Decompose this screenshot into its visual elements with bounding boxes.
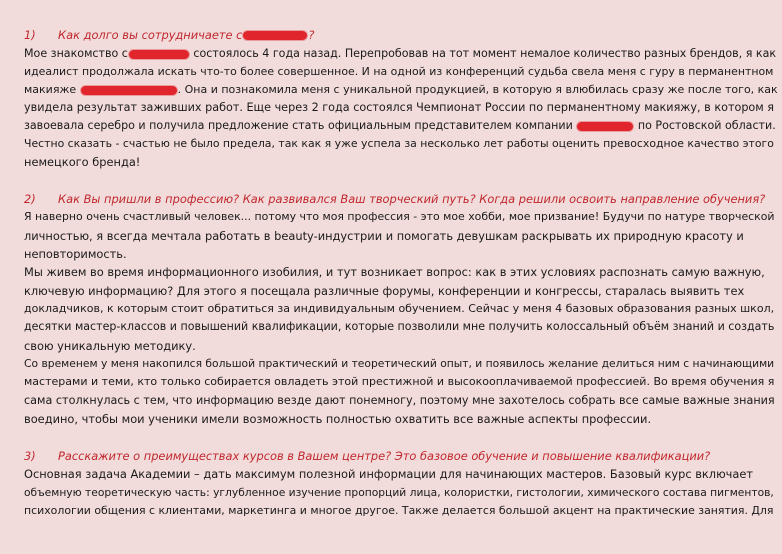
redaction-mark	[129, 50, 189, 59]
redaction-mark	[577, 122, 633, 131]
question-3	[24, 447, 710, 465]
answer-3-line: Основная задача Академии – дать максимум полезной информации для начинающих мастеров. Базовый курс включает	[24, 467, 754, 481]
question-1: 1) Как долго вы сотрудничаете с ?	[24, 28, 315, 42]
redaction-mark	[81, 86, 177, 95]
question-number: 2)	[24, 192, 36, 206]
question-2	[24, 190, 765, 208]
answer-2-line: Со временем у меня накопился большой практический и теоретический опыт, и появилось желание делиться ним с начинающими	[24, 357, 775, 370]
question-text: Как Вы пришли в профессию? Как развивался Ваш творческий путь? Когда решили освоить направление обучения?	[58, 192, 766, 206]
answer-1-line: идеалист продолжала искать что-то более совершенное. И на одной из конференций судьба свела меня с гуру в перманентном	[24, 65, 774, 78]
answer-2-line: Мы живем во время информационного изобилия, и тут возникает вопрос: как в этих условиях распознать самую важную,	[24, 265, 765, 279]
answer-1-line: немецкого бренда!	[24, 155, 141, 169]
answer-2-line: неповторимость.	[24, 247, 127, 261]
question-number: 1)	[24, 28, 36, 42]
answer-1-line: Мое знакомство с состоялось 4 года назад. Перепробовав на тот момент немалое количество разных брендов, я как	[24, 47, 777, 60]
answer-2-line: сама столкнулась с тем, что информацию везде дают понемногу, поэтому мне захотелось собрать все самые важные знания	[24, 394, 775, 407]
answer-2-line: личностью, я всегда мечтала работать в beauty-индустрии и помогать девушкам раскрывать их природную красоту и	[24, 229, 744, 243]
answer-1-line: макияже . Она и познакомила меня с уникальной продукцией, в которую я влюбилась сразу же после того, как	[24, 83, 778, 96]
question-number: 3)	[24, 449, 36, 463]
question-text: Расскажите о преимуществах курсов в Вашем центре? Это базовое обучение и повышение квалификации?	[58, 449, 711, 463]
answer-2-line: ключевую информацию? Для этого я посещала различные форумы, конференции и конгрессы, старалась выявить тех	[24, 284, 745, 298]
answer-1-line: увидела результат заживших работ. Еще через 2 года состоялся Чемпионат России по перманентному макияжу, в котором я	[24, 101, 775, 114]
answer-2-line: свою уникальную методику.	[24, 339, 196, 353]
answer-1-line: Честно сказать - счастью не было предела, так как я уже успела за несколько лет работы оценить превосходное качество этого	[24, 137, 774, 150]
answer-2-line: Я наверно очень счастливый человек... потому что моя профессия - это мое хобби, мое призвание! Будучи по натуре творческой	[24, 210, 775, 223]
answer-2-line: воедино, чтобы мои ученики имели возможность полностью охватить все важные аспекты профессии.	[24, 412, 652, 426]
answer-2-line: докладчиков, к которым стоит обратиться за индивидуальным обучением. Сейчас у меня 4 базовых образования разных школ,	[24, 302, 775, 315]
answer-3-line: психологии общения с клиентами, маркетинга и многое другое. Также делается большой акцент на практические занятия. Для	[24, 504, 774, 517]
answer-3-line: объемную теоретическую часть: углубленное изучение пропорций лица, колористки, гистологии, химического состава пигментов,	[24, 486, 774, 499]
question-text: Как долго вы сотрудничаете с	[58, 28, 243, 42]
answer-1-line: завоевала серебро и получила предложение стать официальным представителем компании по Ростовской области.	[24, 119, 776, 132]
answer-2-line: десятки мастер-классов и повышений квалификации, которые позволили мне получить колоссальный объём знаний и создать	[24, 320, 775, 333]
answer-2-line: мастерами и теми, кто только собирается овладеть этой престижной и высокооплачиваемой профессией. Во время обучения я	[24, 375, 775, 388]
redaction-mark	[243, 31, 307, 40]
